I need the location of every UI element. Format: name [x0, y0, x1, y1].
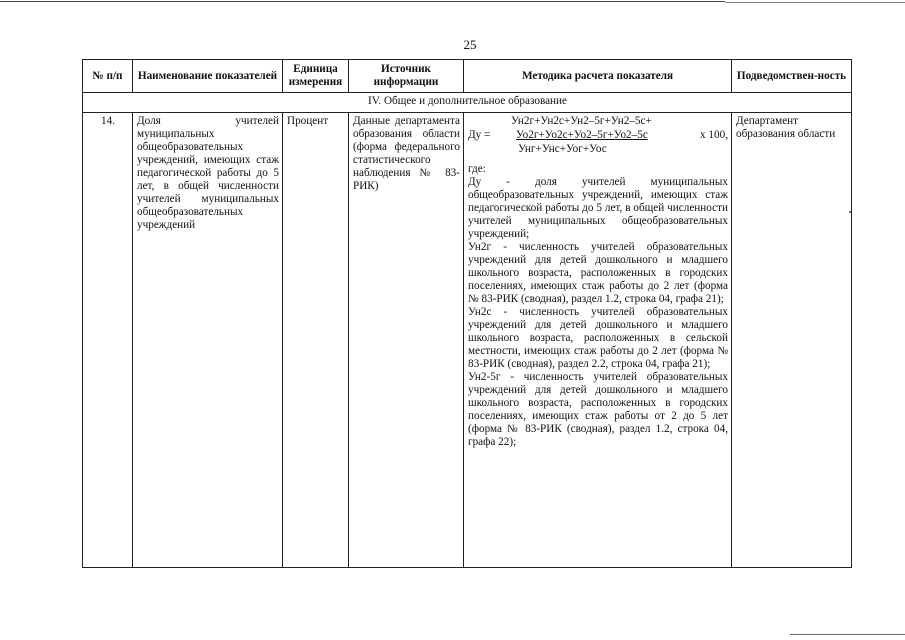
section-row	[83, 93, 852, 113]
section-title: IV. Общее и дополнительное образование	[83, 93, 852, 113]
scan-edge-line	[0, 1, 725, 2]
indicator-table	[82, 59, 852, 568]
method-paragraph: Ун2-5г - численность учителей образовательных учреждений для детей дошкольного и младшего школьного возраста, расположенных в городских поселениях, имеющих стаж работы от 2 до 5 лет (форма № 83-РИК (сводная), раздел 1.2, строка 04, графа 22);	[468, 371, 728, 448]
scan-edge-line	[725, 2, 905, 3]
unit: Процент	[283, 113, 349, 568]
subordination: Департамент образования области	[732, 113, 852, 568]
header-unit: Единица измерения	[283, 60, 349, 93]
method-paragraph: Ун2г - численность учителей образовательных учреждений для детей дошкольного и младшего школьного возраста, расположенных в городских поселениях, имеющих стаж работы до 2 лет (форма № 83-РИК (сводная), раздел 1.2, строка 04, графа 21);	[468, 241, 728, 305]
header-method: Методика расчета показателя	[464, 60, 732, 93]
formula-denominator-2: Унг+Унс+Уог+Уос	[518, 143, 607, 155]
method-paragraph: где:	[468, 163, 486, 175]
header-subordination: Подведомствен-ность	[732, 60, 852, 93]
table-row	[83, 113, 852, 568]
header-indicator-name: Наименование показателей	[133, 60, 283, 93]
formula-lhs: Ду =	[468, 129, 491, 141]
page-number: 25	[463, 37, 477, 52]
indicator-name: Доля учителей муниципальных общеобразовательных учреждений, имеющих стаж педагогической работы до 5 лет, в общей численности учителей муниципальных общеобразовательных учреждений	[133, 113, 283, 568]
formula-numerator: Ун2г+Ун2с+Ун2–5г+Ун2–5с+	[511, 115, 652, 127]
row-number: 14.	[83, 113, 133, 568]
header-number: № п/п	[83, 60, 133, 93]
method-paragraph: Ун2с - численность учителей образовательных учреждений для детей дошкольного и младшего школьного возраста, расположенных в сельской местности, имеющих стаж работы до 2 лет (форма № 83-РИК (сводная), раздел 2.2, строка 04, графа 21);	[468, 306, 728, 370]
formula	[468, 115, 728, 159]
method-paragraph: Ду - доля учителей муниципальных общеобразовательных учреждений, имеющих стаж педагогической работы до 5 лет, в общей численности учителей муниципальных общеобразовательных учреждений;	[468, 176, 728, 240]
scan-edge-line	[790, 634, 905, 635]
source: Данные департамента образования области (форма федерального статистического наблюдения № 83-РИК)	[349, 113, 464, 568]
formula-multiplier: х 100,	[700, 129, 728, 141]
calculation-method	[464, 113, 732, 568]
formula-denominator-1: Уо2г+Уо2с+Уо2–5г+Уо2–5с	[516, 129, 648, 141]
table-header-row	[83, 60, 852, 93]
header-source: Источник информации	[349, 60, 464, 93]
